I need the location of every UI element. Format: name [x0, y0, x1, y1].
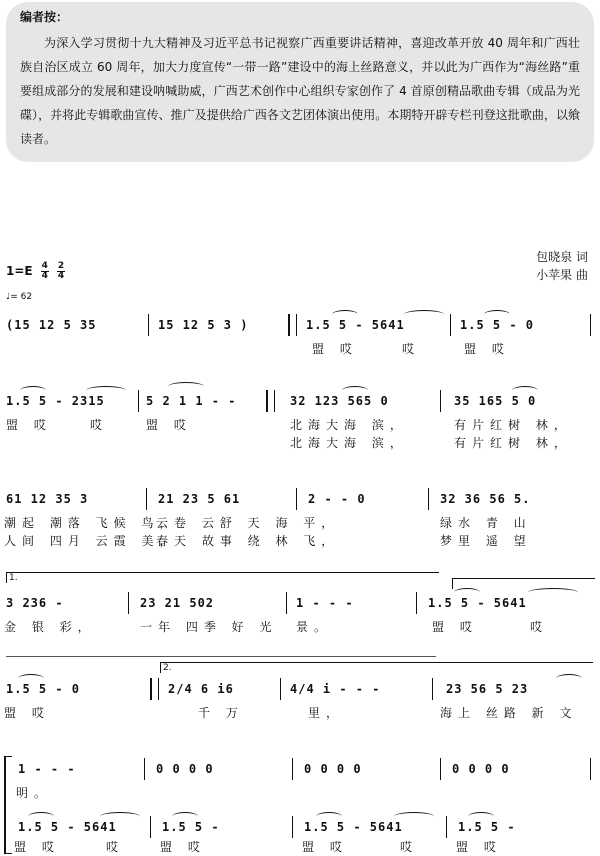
measure: 0 0 0 0	[156, 762, 214, 776]
editor-note-body: 为深入学习贯彻十九大精神及习近平总书记视察广西重要讲话精神，喜迎改革开放 40 周年和广西壮族自治区成立 60 周年，加大力度宣传“一带一路”建设中的海上丝路意义，并以此为广西作为“海丝路”重要组成部分的发展和建设呐喊助威，广西艺术创作中心组织专家创作了 4 首原创精品歌曲专辑（成品为光碟），并将此专辑歌曲宣传、推广及提供给广西各文艺团体演出使用。本期特开辟专栏刊登这批歌曲，以飨读者。	[20, 36, 580, 146]
barline	[292, 758, 293, 780]
lyricist-credit: 包晓泉 词	[536, 250, 588, 264]
barline	[590, 758, 591, 780]
lyric-verse-1: 潮起 潮落 飞候 鸟，	[4, 516, 178, 530]
lyric: 盟 哎	[4, 706, 50, 720]
measure: 1 - - -	[296, 596, 354, 610]
lyric-verse-2: 北海大海 滨，	[290, 436, 408, 450]
measure: 1 - - -	[18, 762, 76, 776]
tempo-marking: ♩= 62	[6, 292, 33, 302]
measure: 15 12 5 3 )	[158, 318, 249, 332]
system-brace	[4, 756, 12, 854]
measure: 2/4 6 i6	[168, 682, 234, 696]
measure: 0 0 0 0	[304, 762, 362, 776]
barline	[144, 758, 145, 780]
measure: 1.5 5 - 5641	[304, 820, 403, 834]
barline	[148, 314, 149, 336]
song-credits	[536, 248, 588, 284]
lyric: 哎	[402, 342, 421, 356]
barline	[428, 488, 429, 510]
measure: 35 165 5 0	[454, 394, 537, 408]
barline	[128, 592, 129, 614]
lyric: 景。	[296, 620, 333, 634]
measure: 32 36 56 5.	[440, 492, 531, 506]
lyric-verse-1: 云卷 云舒 天 海 平，	[156, 516, 340, 530]
editor-note-box	[6, 2, 594, 162]
barline	[432, 678, 433, 700]
measure: 1.5 5 -	[458, 820, 516, 834]
meter-4-4: $\frac{4}{4}$	[41, 261, 48, 281]
lyric: 里，	[308, 706, 345, 720]
lyric: 盟 哎	[160, 840, 206, 854]
lyric: 海上 丝路 新 文	[440, 706, 578, 720]
measure: 1.5 5 - 2315	[6, 394, 105, 408]
measure: 23 21 502	[140, 596, 215, 610]
lyric-verse-2: 梦里 遥 望	[440, 534, 532, 548]
lyric: 盟 哎	[464, 342, 510, 356]
slur	[168, 382, 204, 391]
lyric-verse-2: 人间 四月 云霞 美，	[4, 534, 178, 548]
measure: 1.5 5 - 5641	[306, 318, 405, 332]
lyric: 盟 哎	[312, 342, 358, 356]
lyric: 盟 哎	[302, 840, 348, 854]
barline	[590, 314, 591, 336]
measure: 1.5 5 - 0	[460, 318, 535, 332]
lyric: 哎	[400, 840, 419, 854]
repeat-start-barline	[288, 314, 297, 336]
barline	[446, 816, 447, 838]
lyric: 明。	[16, 786, 53, 800]
barline	[416, 592, 417, 614]
lyric: 盟 哎	[146, 418, 192, 432]
lyric-verse-2: 春天 故事 绕 林 飞，	[156, 534, 340, 548]
repeat-end-barline	[150, 678, 159, 700]
lyric-verse-2: 有片红树 林，	[454, 436, 572, 450]
measure: 3 236 -	[6, 596, 64, 610]
measure: 1.5 5 - 5641	[428, 596, 527, 610]
lyric: 盟 哎	[456, 840, 502, 854]
measure: 61 12 35 3	[6, 492, 89, 506]
barline	[286, 592, 287, 614]
measure: 0 0 0 0	[452, 762, 510, 776]
barline	[138, 390, 139, 412]
lyric: 盟 哎	[432, 620, 478, 634]
lyric: 哎	[90, 418, 109, 432]
barline	[440, 390, 441, 412]
barline	[146, 488, 147, 510]
editor-note-title: 编者按：	[20, 10, 69, 24]
measure: 23 56 5 23	[446, 682, 529, 696]
meter-2-4: $\frac{2}{4}$	[57, 261, 65, 281]
lyric-verse-1: 有片红树 林，	[454, 418, 572, 432]
barline	[440, 758, 441, 780]
barline	[150, 816, 151, 838]
barline	[280, 678, 281, 700]
key-label: 1=E	[6, 264, 33, 278]
volta-1-bracket	[452, 578, 595, 589]
lyric: 金 银 彩，	[4, 620, 96, 634]
divider-line	[6, 656, 436, 657]
lyric: 千 万	[198, 706, 244, 720]
repeat-barline	[266, 390, 275, 412]
slur	[556, 674, 582, 683]
lyric: 哎	[530, 620, 549, 634]
measure: (15 12 5 35	[6, 318, 97, 332]
lyric: 哎	[106, 840, 125, 854]
lyric-verse-1: 绿水 青 山	[440, 516, 532, 530]
barline	[450, 314, 451, 336]
measure: 32 123 565 0	[290, 394, 389, 408]
lyric: 盟 哎	[6, 418, 52, 432]
key-signature	[6, 262, 65, 281]
slur	[528, 588, 578, 597]
measure: 1.5 5 - 0	[6, 682, 81, 696]
measure: 21 23 5 61	[158, 492, 241, 506]
slur	[404, 310, 444, 319]
volta-2: 2.	[160, 662, 593, 673]
measure: 2 - - 0	[308, 492, 366, 506]
barline	[292, 816, 293, 838]
measure: 1.5 5 -	[162, 820, 220, 834]
composer-credit: 小苹果 曲	[536, 268, 588, 282]
lyric: 一年 四季 好 光	[140, 620, 278, 634]
measure: 5 2 1 1 - -	[146, 394, 237, 408]
volta-1: 1.	[6, 572, 439, 583]
lyric: 盟 哎	[14, 840, 60, 854]
lyric-verse-1: 北海大海 滨，	[290, 418, 408, 432]
barline	[296, 488, 297, 510]
measure: 4/4 i - - -	[290, 682, 381, 696]
measure: 1.5 5 - 5641	[18, 820, 117, 834]
